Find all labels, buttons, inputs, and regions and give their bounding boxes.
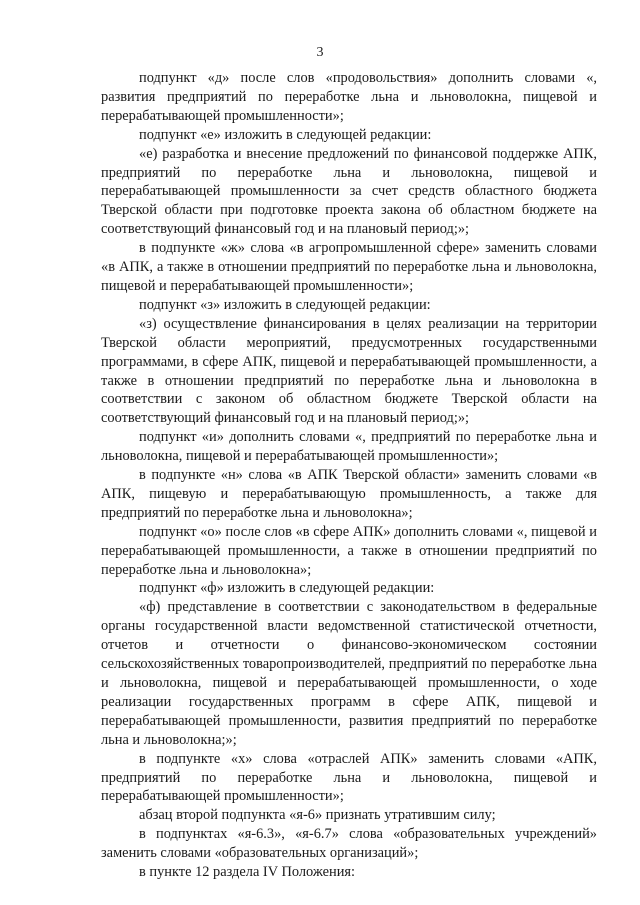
paragraph: подпункт «д» после слов «продовольствия» дополнить словами «, развития предприятий по переработке льна и льноволокна, пищевой и перерабатывающей промышленности»; <box>101 70 597 124</box>
paragraph: подпункт «з» изложить в следующей редакции: <box>139 296 431 313</box>
paragraph: в подпунктах «я-6.3», «я-6.7» слова «образовательных учреждений» заменить словами «образовательных организаций»; <box>101 826 597 862</box>
document-body <box>101 69 597 882</box>
paragraph: в пункте 12 раздела IV Положения: <box>139 864 356 881</box>
paragraph: «е) разработка и внесение предложений по финансовой поддержке АПК, предприятий по переработке льна и льноволокна, пищевой и перерабатывающей промышленности за счет средств областного бюджета Тверской области при подготовке проекта закона об областном бюджете на соответствующий финансовый год и на плановый период;»; <box>101 145 597 238</box>
page-number: 3 <box>316 45 324 60</box>
paragraph: в подпункте «н» слова «в АПК Тверской области» заменить словами «в АПК, пищевую и перерабатывающую промышленность, а также для предприятий по переработке льна и льноволокна»; <box>101 467 597 521</box>
paragraph: в подпункте «х» слова «отраслей АПК» заменить словами «АПК, предприятий по переработке льна и льноволокна, пищевой и перерабатывающей промышленности»; <box>101 750 597 805</box>
paragraph: подпункт «и» дополнить словами «, предприятий по переработке льна и льноволокна, пищевой и перерабатывающей промышленности»; <box>101 429 597 465</box>
paragraph: подпункт «е» изложить в следующей редакции: <box>139 126 432 143</box>
paragraph: «з) осуществление финансирования в целях реализации на территории Тверской области мероприятий, предусмотренных государственными программами, в сфере АПК, пищевой и перерабатывающей промышленности, а также в отношении предприятий по переработке льна и льноволокна в соответствии с законом об областном бюджете Тверской области на соответствующий финансовый год и на плановый период;»; <box>101 315 597 427</box>
paragraph: подпункт «о» после слов «в сфере АПК» дополнить словами «, пищевой и перерабатывающей промышленности, а также в отношении предприятий по переработке льна и льноволокна»; <box>101 523 597 578</box>
paragraph: абзац второй подпункта «я-6» признать утратившим силу; <box>139 807 496 824</box>
paragraph: «ф) представление в соответствии с законодательством в федеральные органы государственной власти ведомственной статистической отчетности, отчетов и отчетности о финансово-экономическом состоянии сельскохозяйственных товаропроизводителей, предприятий по переработке льна и льноволокна, пищевой и перерабатывающей промышленности, о ходе реализации государственных программ в сфере АПК, пищевой и перерабатывающей промышленности, развития предприятий по переработке льна и льноволокна;»; <box>101 599 597 748</box>
paragraph: в подпункте «ж» слова «в агропромышленной сфере» заменить словами «в АПК, а также в отношении предприятий по переработке льна и льноволокна, пищевой и перерабатывающей промышленности»; <box>101 240 597 294</box>
paragraph: подпункт «ф» изложить в следующей редакции: <box>139 580 435 597</box>
